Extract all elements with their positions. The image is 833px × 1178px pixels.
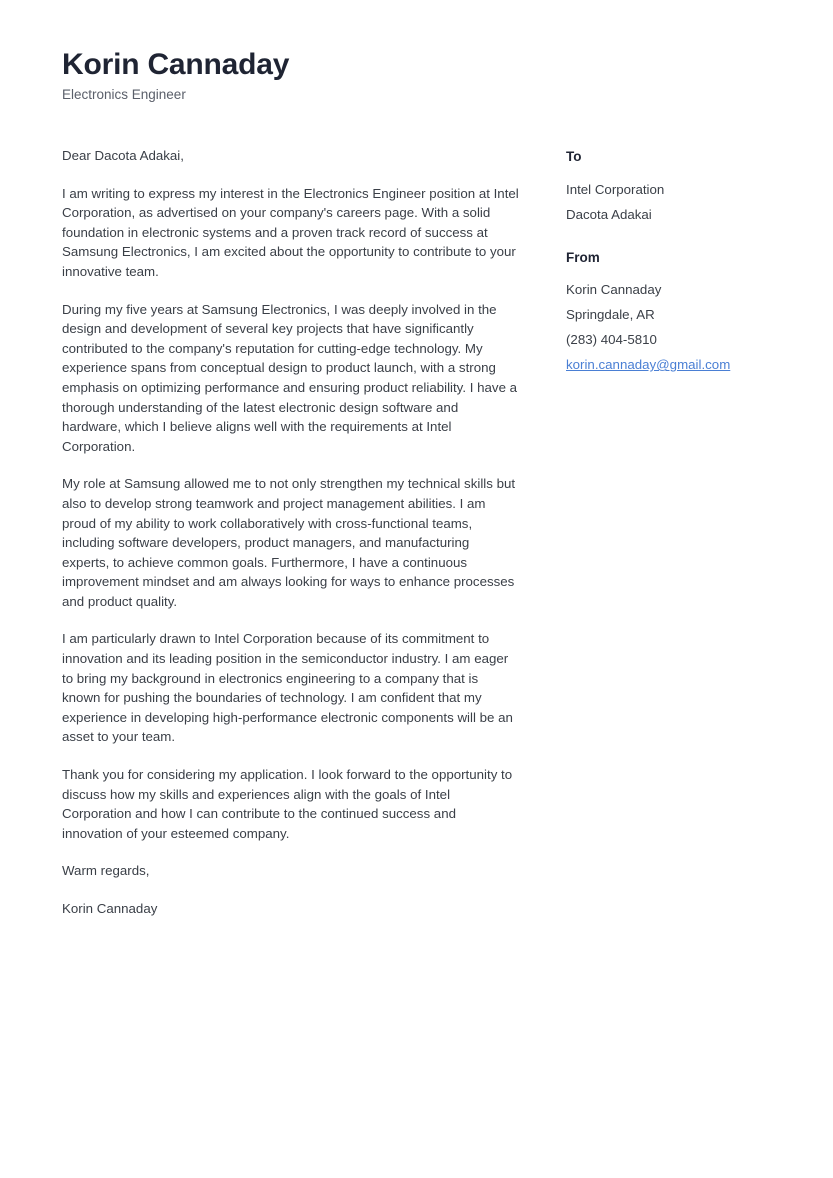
sender-name: Korin Cannaday <box>566 282 662 298</box>
sender-email-link[interactable]: korin.cannaday@gmail.com <box>566 357 731 373</box>
letter-paragraph-5: Thank you for considering my application. I look forward to the opportunity to discuss how my skills and experiences align with the goals of Intel Corporation and how I can contribute to the continued success and innovation of your esteemed company. <box>62 767 513 841</box>
letter-body <box>62 146 520 919</box>
recipient-company: Intel Corporation <box>566 181 665 197</box>
sender-location: Springdale, AR <box>566 307 655 323</box>
page-title: Korin Cannaday <box>62 48 290 81</box>
candidate-job-title: Electronics Engineer <box>62 86 186 102</box>
sender-heading: From <box>566 249 600 265</box>
recipient-block <box>566 148 796 227</box>
sender-phone: (283) 404-5810 <box>566 332 657 348</box>
letter-paragraph-3: My role at Samsung allowed me to not only strengthen my technical skills but also to develop strong teamwork and project management abilities. I am proud of my ability to work collaboratively with cross-functional teams, including software developers, product managers, and manufacturing experts, to achieve common goals. Furthermore, I have a continuous improvement mindset and am always looking for ways to enhance processes and product quality. <box>62 476 516 609</box>
letter-sidebar <box>566 148 796 377</box>
letter-closing: Warm regards, <box>62 863 150 879</box>
letter-paragraph-4: I am particularly drawn to Intel Corporation because of its commitment to innovation and its leading position in the semiconductor industry. I am eager to bring my background in electronics engineering to a company that is known for pushing the boundaries of technology. I am confident that my experience in developing high-performance electronic components will be an asset to your team. <box>62 631 513 745</box>
letter-salutation: Dear Dacota Adakai, <box>62 148 184 163</box>
recipient-heading: To <box>566 149 582 164</box>
letter-paragraph-2: During my five years at Samsung Electronics, I was deeply involved in the design and development of several key projects that have significantly contributed to the company's reputation for cutting-edge technology. My experience spans from conceptual design to product launch, with a strong emphasis on optimizing performance and ensuring product reliability. I have a thorough understanding of the latest electronic design software and hardware, which I believe aligns well with the requirements at Intel Corporation. <box>62 301 518 454</box>
recipient-name: Dacota Adakai <box>566 206 652 222</box>
letter-signature: Korin Cannaday <box>62 901 158 916</box>
letter-header <box>62 48 702 103</box>
sender-block <box>566 249 796 378</box>
letter-paragraph-1: I am writing to express my interest in the Electronics Engineer position at Intel Corporation, as advertised on your company's careers page. With a solid foundation in electronic systems and a proven track record of success at Samsung Electronics, I am excited about the opportunity to contribute to your innovative team. <box>62 185 519 279</box>
